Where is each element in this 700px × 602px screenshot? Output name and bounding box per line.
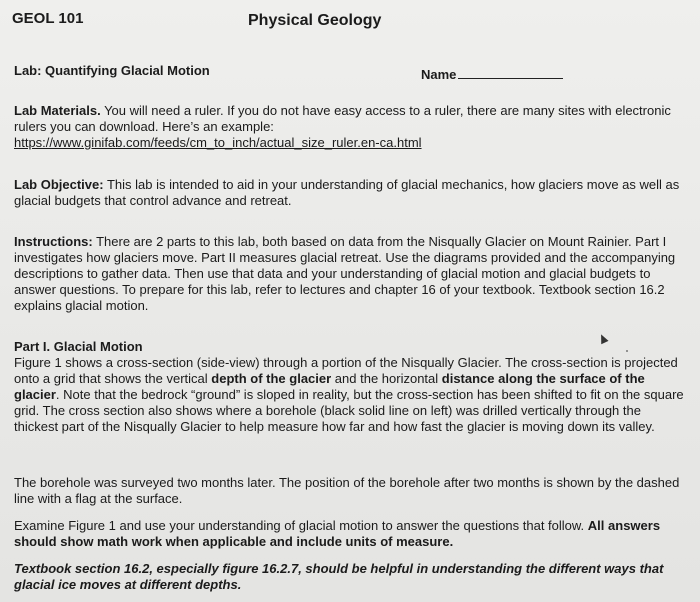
lab-objective-paragraph [14,177,686,209]
examine-paragraph [14,518,686,550]
part1-text-a: Figure 1 shows a cross-section (side-view) through a portion of the Nisqually Glacier. The cross-section is projected onto a grid that shows the vertical [14,355,678,386]
course-code: GEOL 101 [12,10,84,27]
answers-requirement: All answers should show math work when applicable and include units of measure. [14,518,661,549]
objective-text: This lab is intended to aid in your understanding of glacial mechanics, how glaciers move as well as glacial budgets that control advance and retreat. [14,177,680,208]
part1-text-c: and the horizontal [331,371,442,386]
depth-term: depth of the glacier [211,371,332,386]
instructions-paragraph [14,234,686,314]
lab-materials-paragraph [14,103,686,151]
ruler-link[interactable]: https://www.ginifab.com/feeds/cm_to_inch/actual_size_ruler.en-ca.html [14,135,422,150]
examine-text: Examine Figure 1 and use your understanding of glacial motion to answer the questions that follow. [14,518,588,533]
borehole-survey-paragraph: The borehole was surveyed two months later. The position of the borehole after two months is shown by the dashed line with a flag at the surface. [14,475,680,506]
speck [626,350,628,352]
name-blank-line[interactable] [458,66,563,79]
name-field [421,66,563,82]
objective-label: Lab Objective: [14,177,104,192]
part1-heading: Part I. Glacial Motion [14,339,143,354]
materials-label: Lab Materials. [14,103,101,118]
instructions-label: Instructions: [14,234,93,249]
subject-title: Physical Geology [248,12,382,29]
part1-description [14,355,686,435]
textbook-note: Textbook section 16.2, especially figure 16.2.7, should be helpful in understanding the different ways that glacial ice moves at different depths. [14,561,664,592]
instructions-text: There are 2 parts to this lab, both based on data from the Nisqually Glacier on Mount Rainier. Part I investigates how glaciers move. Part II measures glacial retreat. Use the diagrams provided and the accompanying descriptions to gather data. Then use that data and your understanding of glacial motion and glacial budgets to answer questions. To prepare for this lab, refer to lectures and chapter 16 of your textbook. Textbook section 16.2 explains glacial motion. [14,234,676,313]
name-label: Name [421,67,457,82]
lab-title: Lab: Quantifying Glacial Motion [14,63,210,78]
part1-text-d: . Note that the bedrock “ground” is sloped in reality, but the cross-section has been shifted to fit on the square grid. The cross section also shows where a borehole (black solid line on left) was drilled vertically through the thickest part of the Nisqually Glacier to help measure how far and how fast the glacier is moving down its valley. [14,387,684,434]
materials-text: You will need a ruler. If you do not have easy access to a ruler, there are many sites with electronic rulers you can download. Here’s an example: [14,103,671,134]
distance-term: distance along the surface of the glacier [14,371,645,402]
